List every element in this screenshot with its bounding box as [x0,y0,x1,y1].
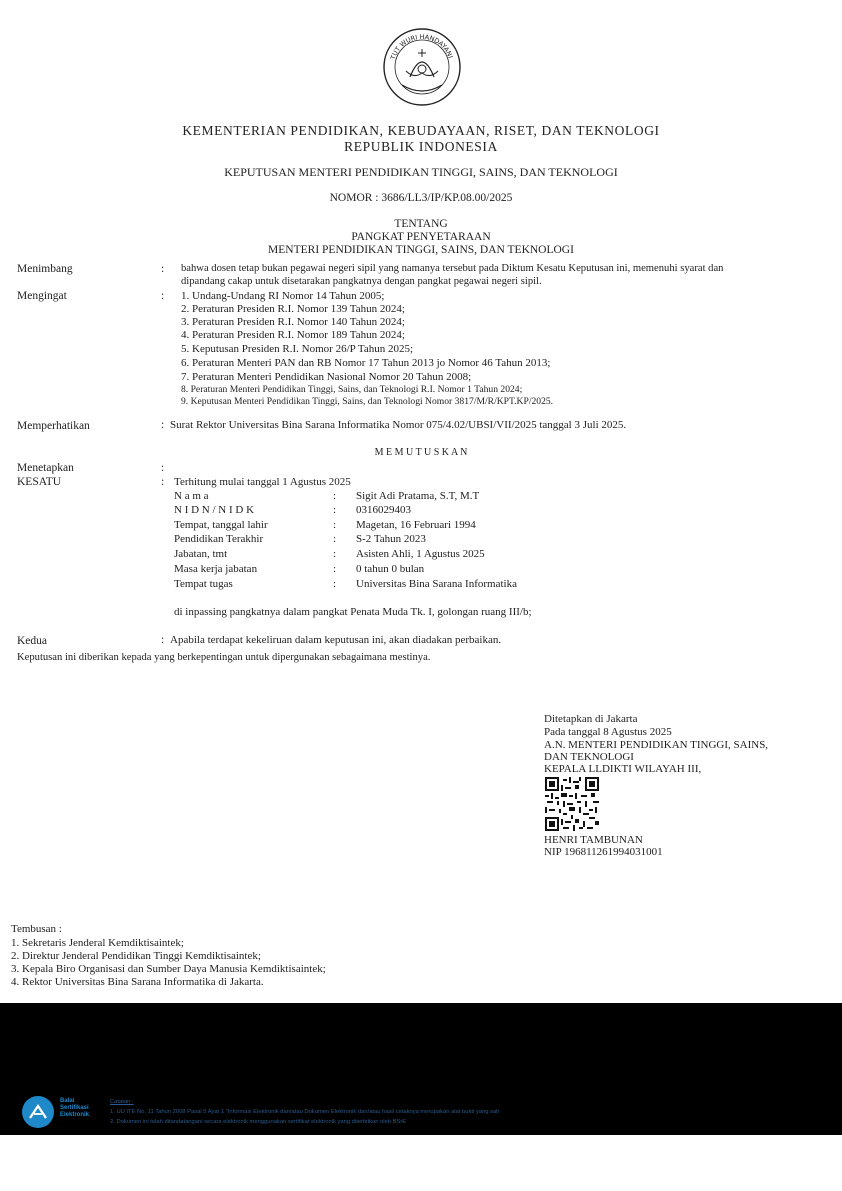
field-key: Pendidikan Terakhir [174,533,264,545]
catatan-line1: 1. UU ITE No. 11 Tahun 2008 Pasal 5 Ayat 1 "Informasi Elektronik dan/atau Dokumen Elektronik dan/atau hasil cetaknya merupakan alat bukti yang sah [110,1109,500,1115]
bsre-line1: Balai [60,1098,75,1104]
signature-an-line1: A.N. MENTERI PENDIDIKAN TINGGI, SAINS, [544,739,769,751]
field-key: N I D N / N I D K [174,504,255,516]
field-value: Asisten Ahli, 1 Agustus 2025 [356,548,485,560]
signer-nip: NIP 196811261994031001 [544,846,663,858]
field-colon: : [333,504,337,516]
menimbang-label: Menimbang [17,263,73,275]
field-value: S-2 Tahun 2023 [356,533,426,545]
tembusan-item: 2. Direktur Jenderal Pendidikan Tinggi Kemdiktisaintek; [11,950,261,962]
logo-motto: TUT WURI HANDAYANI [389,32,455,61]
signature-an-line2: DAN TEKNOLOGI [544,751,634,763]
kesatu-closing: di inpassing pangkatnya dalam pangkat Penata Muda Tk. I, golongan ruang III/b; [174,606,532,618]
field-key: N a m a [174,490,209,502]
tut-wuri-handayani-logo [380,27,464,107]
menimbang-colon: : [161,263,165,275]
mengingat-item: 2. Peraturan Presiden R.I. Nomor 139 Tahun 2024; [181,303,405,315]
minister-title: MENTERI PENDIDIKAN TINGGI, SAINS, DAN TEKNOLOGI [268,244,574,256]
menetapkan-colon: : [161,462,165,474]
catatan-title: Catatan : [110,1099,134,1105]
mengingat-item: 8. Peraturan Menteri Pendidikan Tinggi, Sains, dan Teknologi R.I. Nomor 1 Tahun 2024; [181,384,523,395]
signature-position: KEPALA LLDIKTI WILAYAH III, [544,763,702,775]
kedua-label: Kedua [17,635,48,647]
mengingat-colon: : [161,290,165,302]
catatan-line2: 2. Dokumen ini telah ditandatangani secara elektronik menggunakan sertifikat elektronik yang diterbitkan oleh BSrE [110,1119,407,1125]
tembusan-item: 4. Rektor Universitas Bina Sarana Informatika di Jakarta. [11,976,264,988]
decision-subject: PANGKAT PENYETARAAN [351,231,491,243]
field-key: Tempat tugas [174,578,233,590]
tentang-heading: TENTANG [394,218,448,230]
signature-place: Ditetapkan di Jakarta [544,713,638,725]
bsre-name [60,1098,89,1119]
kesatu-label: KESATU [17,476,62,488]
tembusan-item: 3. Kepala Biro Organisasi dan Sumber Daya Manusia Kemdiktisaintek; [11,963,326,975]
tembusan-item: 1. Sekretaris Jenderal Kemdiktisaintek; [11,937,184,949]
field-colon: : [333,490,337,502]
kedua-colon: : [161,634,165,646]
field-colon: : [333,563,337,575]
mengingat-item: 7. Peraturan Menteri Pendidikan Nasional Nomor 20 Tahun 2008; [181,371,472,383]
menimbang-text-line2: dipandang cakap untuk disetarakan pangkatnya dengan pangkat pegawai negeri sipil. [181,276,542,287]
memperhatikan-colon: : [161,419,165,431]
bsre-logo-icon [22,1096,54,1128]
field-colon: : [333,519,337,531]
memutuskan-heading: M E M U T U S K A N [374,447,468,458]
mengingat-item: 4. Peraturan Presiden R.I. Nomor 189 Tahun 2024; [181,329,405,341]
field-value: Universitas Bina Sarana Informatika [356,578,517,590]
tembusan-title: Tembusan : [11,923,62,935]
field-key: Masa kerja jabatan [174,563,258,575]
mengingat-label: Mengingat [17,290,67,302]
decision-number: NOMOR : 3686/LL3/IP/KP.08.00/2025 [329,192,513,204]
footer-notes [110,1097,499,1127]
mengingat-item: 3. Peraturan Presiden R.I. Nomor 140 Tahun 2024; [181,316,405,328]
field-colon: : [333,548,337,560]
field-colon: : [333,533,337,545]
kesatu-colon: : [161,476,165,488]
menimbang-text-line1: bahwa dosen tetap bukan pegawai negeri sipil yang namanya tersebut pada Diktum Kesatu Keputusan ini, memenuhi syarat dan [181,263,724,274]
memperhatikan-text: Surat Rektor Universitas Bina Sarana Informatika Nomor 075/4.02/UBSI/VII/2025 tanggal 3 Juli 2025. [170,419,627,431]
field-value: Sigit Adi Pratama, S.T, M.T [356,490,480,502]
bsre-line2: Sertifikasi [60,1105,89,1111]
field-key: Tempat, tanggal lahir [174,519,268,531]
kesatu-intro: Terhitung mulai tanggal 1 Agustus 2025 [174,476,351,488]
ministry-title: KEMENTERIAN PENDIDIKAN, KEBUDAYAAN, RISET, DAN TEKNOLOGI [182,123,660,138]
republic-title: REPUBLIK INDONESIA [344,139,498,154]
field-value: Magetan, 16 Februari 1994 [356,519,476,531]
decision-title: KEPUTUSAN MENTERI PENDIDIKAN TINGGI, SAINS, DAN TEKNOLOGI [224,165,618,179]
menetapkan-label: Menetapkan [17,462,74,474]
mengingat-item: 9. Keputusan Menteri Pendidikan Tinggi, Sains, dan Teknologi Nomor 3817/M/R/KPT.KP/2025. [181,396,554,407]
mengingat-item: 1. Undang-Undang RI Nomor 14 Tahun 2005; [181,290,385,302]
field-value: 0316029403 [356,504,411,516]
memperhatikan-label: Memperhatikan [17,420,90,432]
signature-qr-code [545,777,599,831]
signer-name: HENRI TAMBUNAN [544,834,643,846]
field-key: Jabatan, tmt [174,548,228,560]
bsre-line3: Elektronik [60,1112,90,1118]
mengingat-item: 5. Keputusan Presiden R.I. Nomor 26/P Tahun 2025; [181,343,414,355]
signature-date: Pada tanggal 8 Agustus 2025 [544,726,672,738]
mengingat-item: 6. Peraturan Menteri PAN dan RB Nomor 17 Tahun 2013 jo Nomor 46 Tahun 2013; [181,357,551,369]
closing-statement: Keputusan ini diberikan kepada yang berkepentingan untuk dipergunakan sebagaimana mestinya. [17,652,431,663]
field-colon: : [333,578,337,590]
kedua-text: Apabila terdapat kekeliruan dalam keputusan ini, akan diadakan perbaikan. [170,634,502,646]
field-value: 0 tahun 0 bulan [356,563,425,575]
